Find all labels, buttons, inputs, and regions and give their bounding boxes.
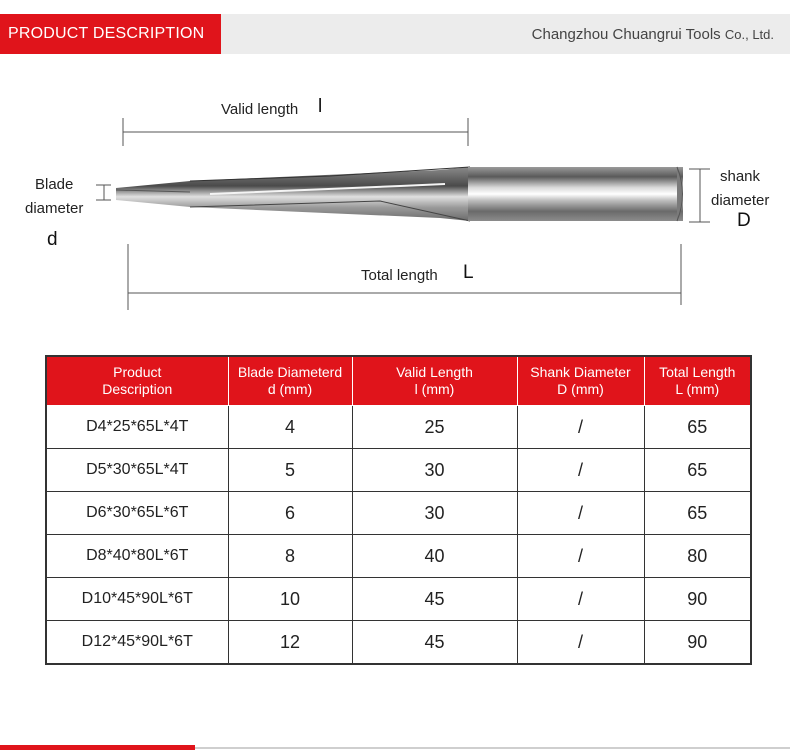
cell-blade-diameter: 8 bbox=[228, 535, 352, 578]
col-header-line: Shank Diameter bbox=[530, 364, 631, 380]
shank-diameter-label-1: shank bbox=[720, 168, 761, 185]
col-header-description bbox=[46, 356, 228, 406]
spec-table bbox=[45, 355, 752, 665]
cell-shank-diameter: / bbox=[517, 621, 644, 665]
valid-length-symbol: l bbox=[318, 96, 323, 117]
end-mill-tool bbox=[116, 167, 683, 221]
col-header-line: L (mm) bbox=[675, 381, 720, 397]
cell-description: D4*25*65L*4T bbox=[46, 406, 228, 449]
cell-shank-diameter: / bbox=[517, 449, 644, 492]
cell-valid-length: 30 bbox=[352, 492, 517, 535]
shank-diameter-label-2: diameter bbox=[711, 192, 770, 209]
cell-total-length: 90 bbox=[644, 621, 751, 665]
blade-diameter-symbol: d bbox=[47, 229, 58, 250]
table-row bbox=[46, 406, 751, 449]
table-header-row bbox=[46, 356, 751, 406]
total-length-dimension bbox=[128, 244, 681, 310]
cell-valid-length: 25 bbox=[352, 406, 517, 449]
cell-blade-diameter: 12 bbox=[228, 621, 352, 665]
col-header-line: d (mm) bbox=[267, 381, 313, 397]
col-header-line: Product bbox=[113, 364, 162, 380]
cell-blade-diameter: 5 bbox=[228, 449, 352, 492]
col-header-total-length bbox=[644, 356, 751, 406]
cell-total-length: 80 bbox=[644, 535, 751, 578]
cell-total-length: 65 bbox=[644, 449, 751, 492]
shank-diameter-dimension bbox=[689, 169, 710, 222]
blade-diameter-label-2: diameter bbox=[25, 200, 84, 217]
cell-shank-diameter: / bbox=[517, 578, 644, 621]
valid-length-label: Valid length bbox=[221, 101, 299, 118]
cell-description: D12*45*90L*6T bbox=[46, 621, 228, 665]
table-row bbox=[46, 449, 751, 492]
total-length-label: Total length bbox=[361, 267, 438, 284]
col-header-shank-diameter bbox=[517, 356, 644, 406]
shank-diameter-symbol: D bbox=[737, 210, 751, 231]
total-length-symbol: L bbox=[463, 262, 474, 283]
cell-valid-length: 30 bbox=[352, 449, 517, 492]
footer-divider bbox=[195, 747, 790, 749]
table-row bbox=[46, 535, 751, 578]
col-header-blade-diameter bbox=[228, 356, 352, 406]
col-header-line: Valid Length bbox=[396, 364, 473, 380]
cell-shank-diameter: / bbox=[517, 492, 644, 535]
cell-description: D5*30*65L*4T bbox=[46, 449, 228, 492]
cell-shank-diameter: / bbox=[517, 406, 644, 449]
cell-total-length: 90 bbox=[644, 578, 751, 621]
cell-blade-diameter: 4 bbox=[228, 406, 352, 449]
col-header-line: Total Length bbox=[659, 364, 736, 380]
company-name-suffix: Co., Ltd. bbox=[724, 27, 774, 42]
col-header-line: Blade Diameterd bbox=[237, 364, 343, 380]
cell-blade-diameter: 6 bbox=[228, 492, 352, 535]
cell-shank-diameter: / bbox=[517, 535, 644, 578]
table-row bbox=[46, 578, 751, 621]
cell-valid-length: 40 bbox=[352, 535, 517, 578]
company-name-main: Changzhou Chuangrui Tools bbox=[531, 26, 721, 43]
valid-length-dimension bbox=[123, 118, 468, 146]
blade-diameter-dimension bbox=[96, 185, 111, 200]
cell-description: D8*40*80L*6T bbox=[46, 535, 228, 578]
cell-description: D10*45*90L*6T bbox=[46, 578, 228, 621]
footer-accent-bar bbox=[0, 745, 195, 750]
end-mill-diagram bbox=[0, 0, 790, 320]
cell-total-length: 65 bbox=[644, 492, 751, 535]
cell-description: D6*30*65L*6T bbox=[46, 492, 228, 535]
col-header-line: l (mm) bbox=[414, 381, 455, 397]
col-header-line: D (mm) bbox=[557, 381, 604, 397]
cell-valid-length: 45 bbox=[352, 578, 517, 621]
col-header-valid-length bbox=[352, 356, 517, 406]
cell-total-length: 65 bbox=[644, 406, 751, 449]
table-row bbox=[46, 492, 751, 535]
table-row bbox=[46, 621, 751, 665]
cell-blade-diameter: 10 bbox=[228, 578, 352, 621]
col-header-line: Description bbox=[102, 381, 173, 397]
cell-valid-length: 45 bbox=[352, 621, 517, 665]
blade-diameter-label-1: Blade bbox=[35, 176, 74, 193]
section-tag: PRODUCT DESCRIPTION bbox=[0, 14, 221, 54]
